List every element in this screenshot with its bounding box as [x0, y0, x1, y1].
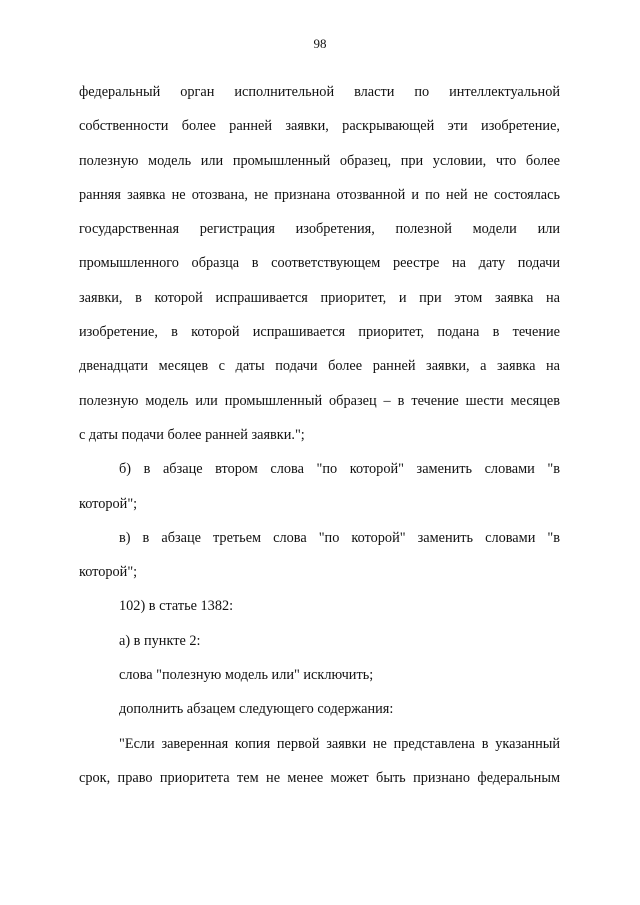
text-line: ранняя заявка не отозвана, не признана отозванной и по ней не состоялась: [79, 186, 560, 203]
text-line: государственная регистрация изобретения, полезной модели или: [79, 221, 560, 238]
text-line: собственности более ранней заявки, раскрывающей эти изобретение,: [79, 118, 560, 135]
text-line: б) в абзаце втором слова "по которой" заменить словами "в: [119, 461, 560, 478]
text-line: промышленного образца в соответствующем реестре на дату подачи: [79, 255, 560, 272]
text-line: полезную модель или промышленный образец – в течение шести месяцев: [79, 392, 560, 409]
text-line: полезную модель или промышленный образец, при условии, что более: [79, 152, 560, 169]
text-line: федеральный орган исполнительной власти по интеллектуальной: [79, 84, 560, 100]
page-number: 98: [313, 36, 327, 51]
text-line: дополнить абзацем следующего содержания:: [119, 701, 394, 718]
text-line: которой";: [79, 564, 138, 581]
text-line: двенадцати месяцев с даты подачи более ранней заявки, а заявка на: [79, 358, 560, 375]
body-text: [79, 82, 560, 802]
text-line: срок, право приоритета тем не менее может быть признано федеральным: [79, 769, 560, 786]
text-line: заявки, в которой испрашивается приоритет, и при этом заявка на: [79, 289, 560, 306]
text-line: с даты подачи более ранней заявки.";: [79, 426, 305, 443]
text-line: а) в пункте 2:: [119, 632, 201, 649]
text-line: которой";: [79, 495, 138, 512]
text-line: "Если заверенная копия первой заявки не представлена в указанный: [119, 735, 560, 752]
text-line: слова "полезную модель или" исключить;: [119, 667, 374, 684]
text-line: 102) в статье 1382:: [119, 598, 234, 615]
text-line: в) в абзаце третьем слова "по которой" заменить словами "в: [119, 529, 560, 546]
text-line: изобретение, в которой испрашивается приоритет, подана в течение: [79, 324, 560, 341]
